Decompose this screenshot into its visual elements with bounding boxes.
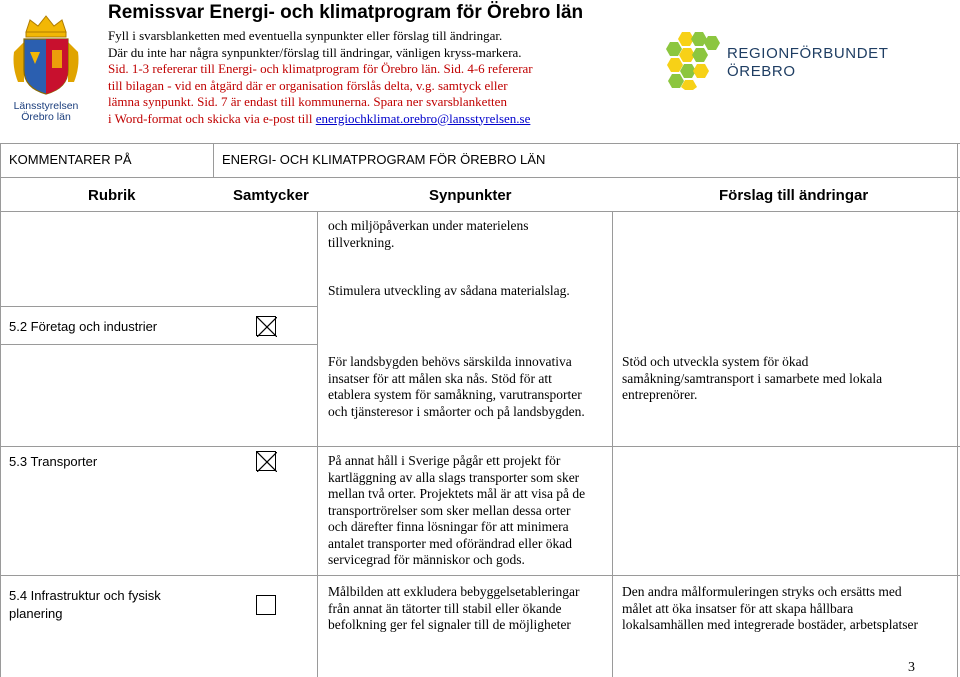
instructions-text xyxy=(108,28,588,127)
text-line: från annat än tätorter till stabil eller ökande xyxy=(328,600,562,616)
text-line: insatser för att målen ska nås. Stöd för att xyxy=(328,370,552,386)
text-line: planering xyxy=(9,606,63,621)
program-label: ENERGI- OCH KLIMATPROGRAM FÖR ÖREBRO LÄN xyxy=(222,152,546,167)
table-divider xyxy=(612,211,613,677)
instruction-line: Där du inte har några synpunkter/förslag till ändringar, vänligen kryss-markera. xyxy=(108,44,522,60)
instruction-line: Sid. 1-3 refererar till Energi- och klimatprogram för Örebro län. Sid. 4-6 refererar xyxy=(108,61,533,76)
text-line: entreprenörer. xyxy=(622,387,698,402)
text-line: antalet transporter med oförändrad eller ökad xyxy=(328,535,573,551)
samtycker-checkbox[interactable] xyxy=(256,451,276,471)
table-divider xyxy=(0,306,317,307)
text-line: tillverkning. xyxy=(328,234,395,250)
text-line: 5.4 Infrastruktur och fysisk xyxy=(9,588,161,603)
column-header-synpunkter: Synpunkter xyxy=(429,187,512,204)
logo-right-line2: ÖREBRO xyxy=(727,63,796,80)
row-synpunkter xyxy=(328,453,585,569)
table-divider xyxy=(317,211,318,677)
row-synpunkter xyxy=(328,354,585,420)
logo-right-line1: REGIONFÖRBUNDET xyxy=(727,45,889,62)
samtycker-checkbox[interactable] xyxy=(256,595,276,615)
text-line: och miljöpåverkan under materielens xyxy=(328,218,529,233)
table-divider xyxy=(213,143,214,177)
instruction-line: lämna synpunkt. Sid. 7 är endast till kommunerna. Spara ner svarsblanketten xyxy=(108,94,507,109)
text-line: Stöd och utveckla system för ökad xyxy=(622,354,809,369)
email-link[interactable]: energiochklimat.orebro@lansstyrelsen.se xyxy=(315,110,531,126)
text-line: På annat håll i Sverige pågår ett projekt för xyxy=(328,453,561,468)
table-divider xyxy=(0,575,960,576)
text-line: mellan två orter. Projektets mål är att visa på de xyxy=(328,486,586,501)
text-line: Målbilden att exkludera bebyggelsetableringar xyxy=(328,584,580,599)
text-line: transportrörelser som sker mellan dessa orter xyxy=(328,502,571,518)
text-line: För landsbygden behövs särskilda innovativa xyxy=(328,354,572,369)
hexagon-cluster-icon xyxy=(662,30,724,90)
row-forslag xyxy=(622,584,918,634)
instruction-line: Fyll i svarsblanketten med eventuella synpunkter eller förslag till ändringar. xyxy=(108,28,503,43)
row-synpunkter xyxy=(328,584,580,634)
text-line: samåkning/samtransport i samarbete med lokala xyxy=(622,370,883,386)
text-line: servicegrad för människor och gods. xyxy=(328,552,525,567)
table-divider xyxy=(0,446,960,447)
page-number: 3 xyxy=(908,660,915,675)
table-divider xyxy=(0,211,960,212)
text-line: Den andra målformuleringen stryks och ersätts med xyxy=(622,584,902,599)
text-line: kartläggning av alla slags transporter som sker xyxy=(328,469,580,485)
table-border-top xyxy=(0,143,960,144)
table-border-left xyxy=(0,143,1,677)
table-border-right xyxy=(957,143,958,677)
text-line: målet att öka insatser för att skapa hållbara xyxy=(622,600,854,616)
continuation-synpunkter xyxy=(328,218,529,251)
text-line: etablera system för samåkning, varutransporter xyxy=(328,387,582,402)
coat-of-arms-icon xyxy=(10,12,82,122)
table-divider xyxy=(0,344,317,345)
instruction-line: i Word-format och skicka via e-post till xyxy=(108,110,316,126)
text-line: lokalsamhällen med integrerade bostäder, arbetsplatser xyxy=(622,617,918,632)
text-line: och tjänsteresor i småorter och på landsbygden. xyxy=(328,403,585,419)
instruction-line: till bilagan - vid en åtgärd där er organisation förslås delta, v.g. samtyck eller xyxy=(108,77,508,93)
document-title: Remissvar Energi- och klimatprogram för Örebro län xyxy=(108,2,584,23)
checkmark-x-icon xyxy=(257,452,277,472)
text-line: befolkning ger fel signaler till de möjligheter xyxy=(328,617,571,632)
checkmark-x-icon xyxy=(257,317,277,337)
text-line: och därefter finna lösningar för att minimera xyxy=(328,519,569,534)
samtycker-checkbox[interactable] xyxy=(256,316,276,336)
continuation-synpunkter-line3: Stimulera utveckling av sådana materialslag. xyxy=(328,283,570,298)
kommentarer-label: KOMMENTARER PÅ xyxy=(9,152,132,167)
row-rubrik: 5.2 Företag och industrier xyxy=(9,319,158,334)
logo-left-line2: Örebro län xyxy=(21,111,71,122)
row-forslag xyxy=(622,354,882,404)
column-header-samtycker: Samtycker xyxy=(233,187,309,204)
column-header-rubrik: Rubrik xyxy=(88,187,136,204)
column-header-forslag: Förslag till ändringar xyxy=(719,187,869,204)
row-rubrik: 5.3 Transporter xyxy=(9,454,98,469)
row-rubrik xyxy=(9,587,161,623)
lansstyrelsen-logo xyxy=(10,12,82,122)
logo-left-line1: Länsstyrelsen xyxy=(13,100,79,112)
table-divider xyxy=(0,177,960,178)
